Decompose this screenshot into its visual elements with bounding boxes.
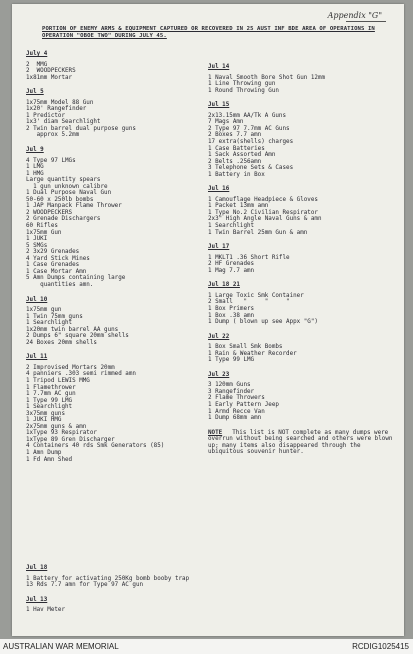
item-line: 1 HMG: [26, 170, 44, 177]
item-line: 1 Case Grenades: [26, 262, 80, 269]
right-column: [208, 51, 398, 456]
left-column: [26, 51, 206, 471]
date-section: [208, 334, 398, 364]
item-line: 1 Armd Recce Van: [208, 408, 265, 415]
archive-footer: [0, 639, 413, 654]
date-section: [26, 597, 396, 614]
item-line: 1 Rain & Weather Recorder: [208, 350, 297, 357]
section-date: Jul 5: [26, 89, 44, 96]
date-section: [26, 565, 396, 589]
item-line: 17 extra(shells) charges: [208, 139, 294, 146]
item-line: 1 Twin Barrel 25mm Gun & amn: [208, 229, 308, 236]
item-line: 2 Type 97 7.7mm AC Guns: [208, 125, 290, 132]
item-line: 1xType 93 Respirator: [26, 430, 97, 437]
item-line: 4 Yard Stick Mines: [26, 255, 90, 262]
item-line: 1xType 89 Gren Discharger: [26, 436, 115, 443]
item-line: 1x20mm twin barrel AA guns: [26, 326, 119, 333]
item-line: 2 HF Grenades: [208, 261, 255, 268]
note-block: [208, 430, 396, 456]
item-line: 24 Boxes 20mm shells: [26, 339, 97, 346]
item-line: 2 3x29 Grenades: [26, 249, 80, 256]
section-date: Jul 23: [208, 371, 230, 378]
item-line: 1 Sack Assorted Amn: [208, 152, 276, 159]
section-date: Jul 10: [26, 296, 48, 303]
item-line: 1 Flamethrower: [26, 384, 76, 391]
item-line: 1x75mm Gun: [26, 229, 62, 236]
item-line: 1 Box .38 amn: [208, 312, 255, 319]
item-line: 1 Line Throwing gun: [208, 81, 276, 88]
item-line: 2 WOODPECKERS: [26, 68, 76, 75]
item-line: 1x75mm Model 88 Gun: [26, 99, 94, 106]
item-line: 1 Box Small Smk Bombs: [208, 344, 283, 351]
item-line: 1 Dual Purpose Naval Gun: [26, 190, 112, 197]
appendix-label: Appendix "G": [327, 11, 382, 20]
footer-reference: RCDIG1025415: [352, 642, 409, 651]
item-line: 1 Mag 7.7 amn: [208, 267, 255, 274]
item-line: 7 Mags Amn: [208, 119, 244, 126]
item-line: 1 Camouflage Headpiece & Gloves: [208, 196, 318, 203]
item-line: 2x13.15mm AA/Tk A Guns: [208, 112, 287, 119]
section-date: Jul 15: [208, 102, 230, 109]
item-line: 1 Packet 13mm amn: [208, 203, 269, 210]
item-line: 50-60 x 250lb bombs: [26, 196, 94, 203]
item-line: 2 Twin barrel dual purpose guns: [26, 125, 136, 132]
item-line: 2 Boxes 7.7 amn: [208, 132, 262, 139]
item-line: 1 Type 99 LMG: [208, 357, 255, 364]
date-section: [26, 354, 206, 463]
item-line: 3x75mm guns: [26, 410, 66, 417]
item-line: 1 Large Toxic Smk Container: [208, 292, 304, 299]
date-section: [26, 297, 206, 347]
section-date: Jul 22: [208, 333, 230, 340]
item-line: 1x75mm gun: [26, 307, 62, 314]
item-line: 1 Battery in Box: [208, 171, 265, 178]
section-date: Jul 13: [26, 596, 48, 603]
item-line: 1 Case Batteries: [208, 145, 265, 152]
item-line: 2 Improvised Mortars 20mm: [26, 364, 115, 371]
footer-source: AUSTRALIAN WAR MEMORIAL: [3, 642, 119, 651]
date-section: [26, 51, 206, 81]
item-line: 1 7.7mm AC gun: [26, 391, 76, 398]
document-heading: PORTION OF ENEMY ARMS & EQUIPMENT CAPTURED OR RECOVERED IN 25 AUST INF BDE AREA OF OPERATIONS IN OPERATION "OBOE TWO" DURING JULY 45.: [42, 26, 375, 39]
item-line: 1 MKLT1 .36 Short Rifle: [208, 254, 290, 261]
item-line: approx 5.2mm: [26, 132, 80, 139]
item-line: 1x3' diam Searchlight: [26, 119, 101, 126]
item-line: 1 JUKI HMG: [26, 417, 62, 424]
item-line: 3 Telephone Sets & Cases: [208, 165, 294, 172]
date-section: [26, 89, 206, 139]
date-section: [208, 282, 398, 325]
item-line: quantities amn.: [26, 281, 94, 288]
item-line: 2 Dumps 6" square 20mm shells: [26, 333, 129, 340]
item-line: 1 Naval Smooth Bore Shot Gun 12mm: [208, 74, 326, 81]
item-line: 2 WOODPECKERS: [26, 209, 73, 216]
item-line: 1 Tripod LEWIS MMG: [26, 377, 90, 384]
note-label: NOTE: [208, 429, 223, 436]
item-line: 2x75mm guns & amn: [26, 423, 87, 430]
date-section: [208, 64, 398, 94]
item-line: 5 SMGs: [26, 242, 48, 249]
item-line: 5 Amn Dumps containing large: [26, 275, 126, 282]
item-line: 1 Searchlight: [208, 223, 255, 230]
item-line: 1 Dump 68mm amn: [208, 415, 262, 422]
item-line: 1 Predictor: [26, 112, 66, 119]
item-line: 1 Case Mortar Amn: [26, 268, 87, 275]
item-line: 2x3" High Angle Naval Guns & amn: [208, 216, 322, 223]
document-page: [12, 4, 404, 636]
section-date: Jul 16: [208, 186, 230, 193]
note-text: This list is NOT complete as many dumps were overrun without being searched and others were blown up; many items also disappeared through the ubiquitous souvenir hunter.: [208, 429, 393, 456]
item-line: 4 Type 97 LMGs: [26, 157, 76, 164]
item-line: 1 Box Primers: [208, 305, 255, 312]
item-line: 3 Rangefinder: [208, 388, 255, 395]
item-line: 1 Searchlight: [26, 404, 73, 411]
item-line: 2 Small " " ": [208, 299, 290, 306]
item-line: 1x20' Rangefinder: [26, 106, 87, 113]
item-line: 4 Containers 40 rds Smk Generators (85): [26, 443, 165, 450]
date-section: [208, 244, 398, 274]
section-date: Jul 11: [26, 354, 48, 361]
item-line: 13 Rds 7.7 amn for Type 97 AC gun: [26, 582, 144, 589]
item-line: 1 Twin 75mm guns: [26, 313, 83, 320]
date-section: [26, 147, 206, 288]
item-line: 1 Type No.2 Civilian Respirator: [208, 209, 318, 216]
item-line: 1 LMG: [26, 164, 44, 171]
section-date: Jul 18: [26, 565, 48, 571]
item-line: Large quantity spears: [26, 177, 101, 184]
item-line: 1 gun unknown calibre: [26, 183, 108, 190]
item-line: 1 Fd Amn Shed: [26, 456, 73, 463]
item-line: 2 Grenade Dischargers: [26, 216, 101, 223]
item-line: 2 Flame Throwers: [208, 395, 265, 402]
item-line: 2 Belts .256amn: [208, 158, 262, 165]
date-section: [208, 372, 398, 422]
date-section: [208, 186, 398, 236]
item-line: 60 Rifles: [26, 223, 58, 230]
item-line: 4 panniers .303 semi rimmed amn: [26, 371, 136, 378]
item-line: 1 Early Pattern Jeep: [208, 401, 279, 408]
section-date: July 4: [26, 51, 48, 57]
item-line: 3 120mm Guns: [208, 382, 251, 389]
section-date: Jul 14: [208, 64, 230, 71]
section-date: Jul 17: [208, 244, 230, 251]
item-line: 1x81mm Mortar: [26, 74, 73, 81]
appendix-underline: [346, 21, 386, 22]
item-line: 1 Battery for activating 250Kg bomb booby trap: [26, 575, 190, 582]
item-line: 1 Dump ( blown up see Appx "G"): [208, 319, 318, 326]
item-line: 1 Round Throwing Gun: [208, 87, 279, 94]
item-line: 1 Searchlight: [26, 320, 73, 327]
item-line: 1 Amn Dump: [26, 449, 62, 456]
item-line: 1 Type 99 LMG: [26, 397, 73, 404]
bottom-section: [26, 565, 396, 622]
date-section: [208, 102, 398, 178]
item-line: 1 JAP Manpack Flame Thrower: [26, 203, 122, 210]
item-line: 1 JUKI: [26, 236, 48, 243]
item-line: 1 Hav Meter: [26, 607, 66, 614]
item-line: 2 MMG: [26, 61, 48, 68]
section-date: Jul 18 21: [208, 282, 240, 289]
section-date: Jul 9: [26, 147, 44, 154]
